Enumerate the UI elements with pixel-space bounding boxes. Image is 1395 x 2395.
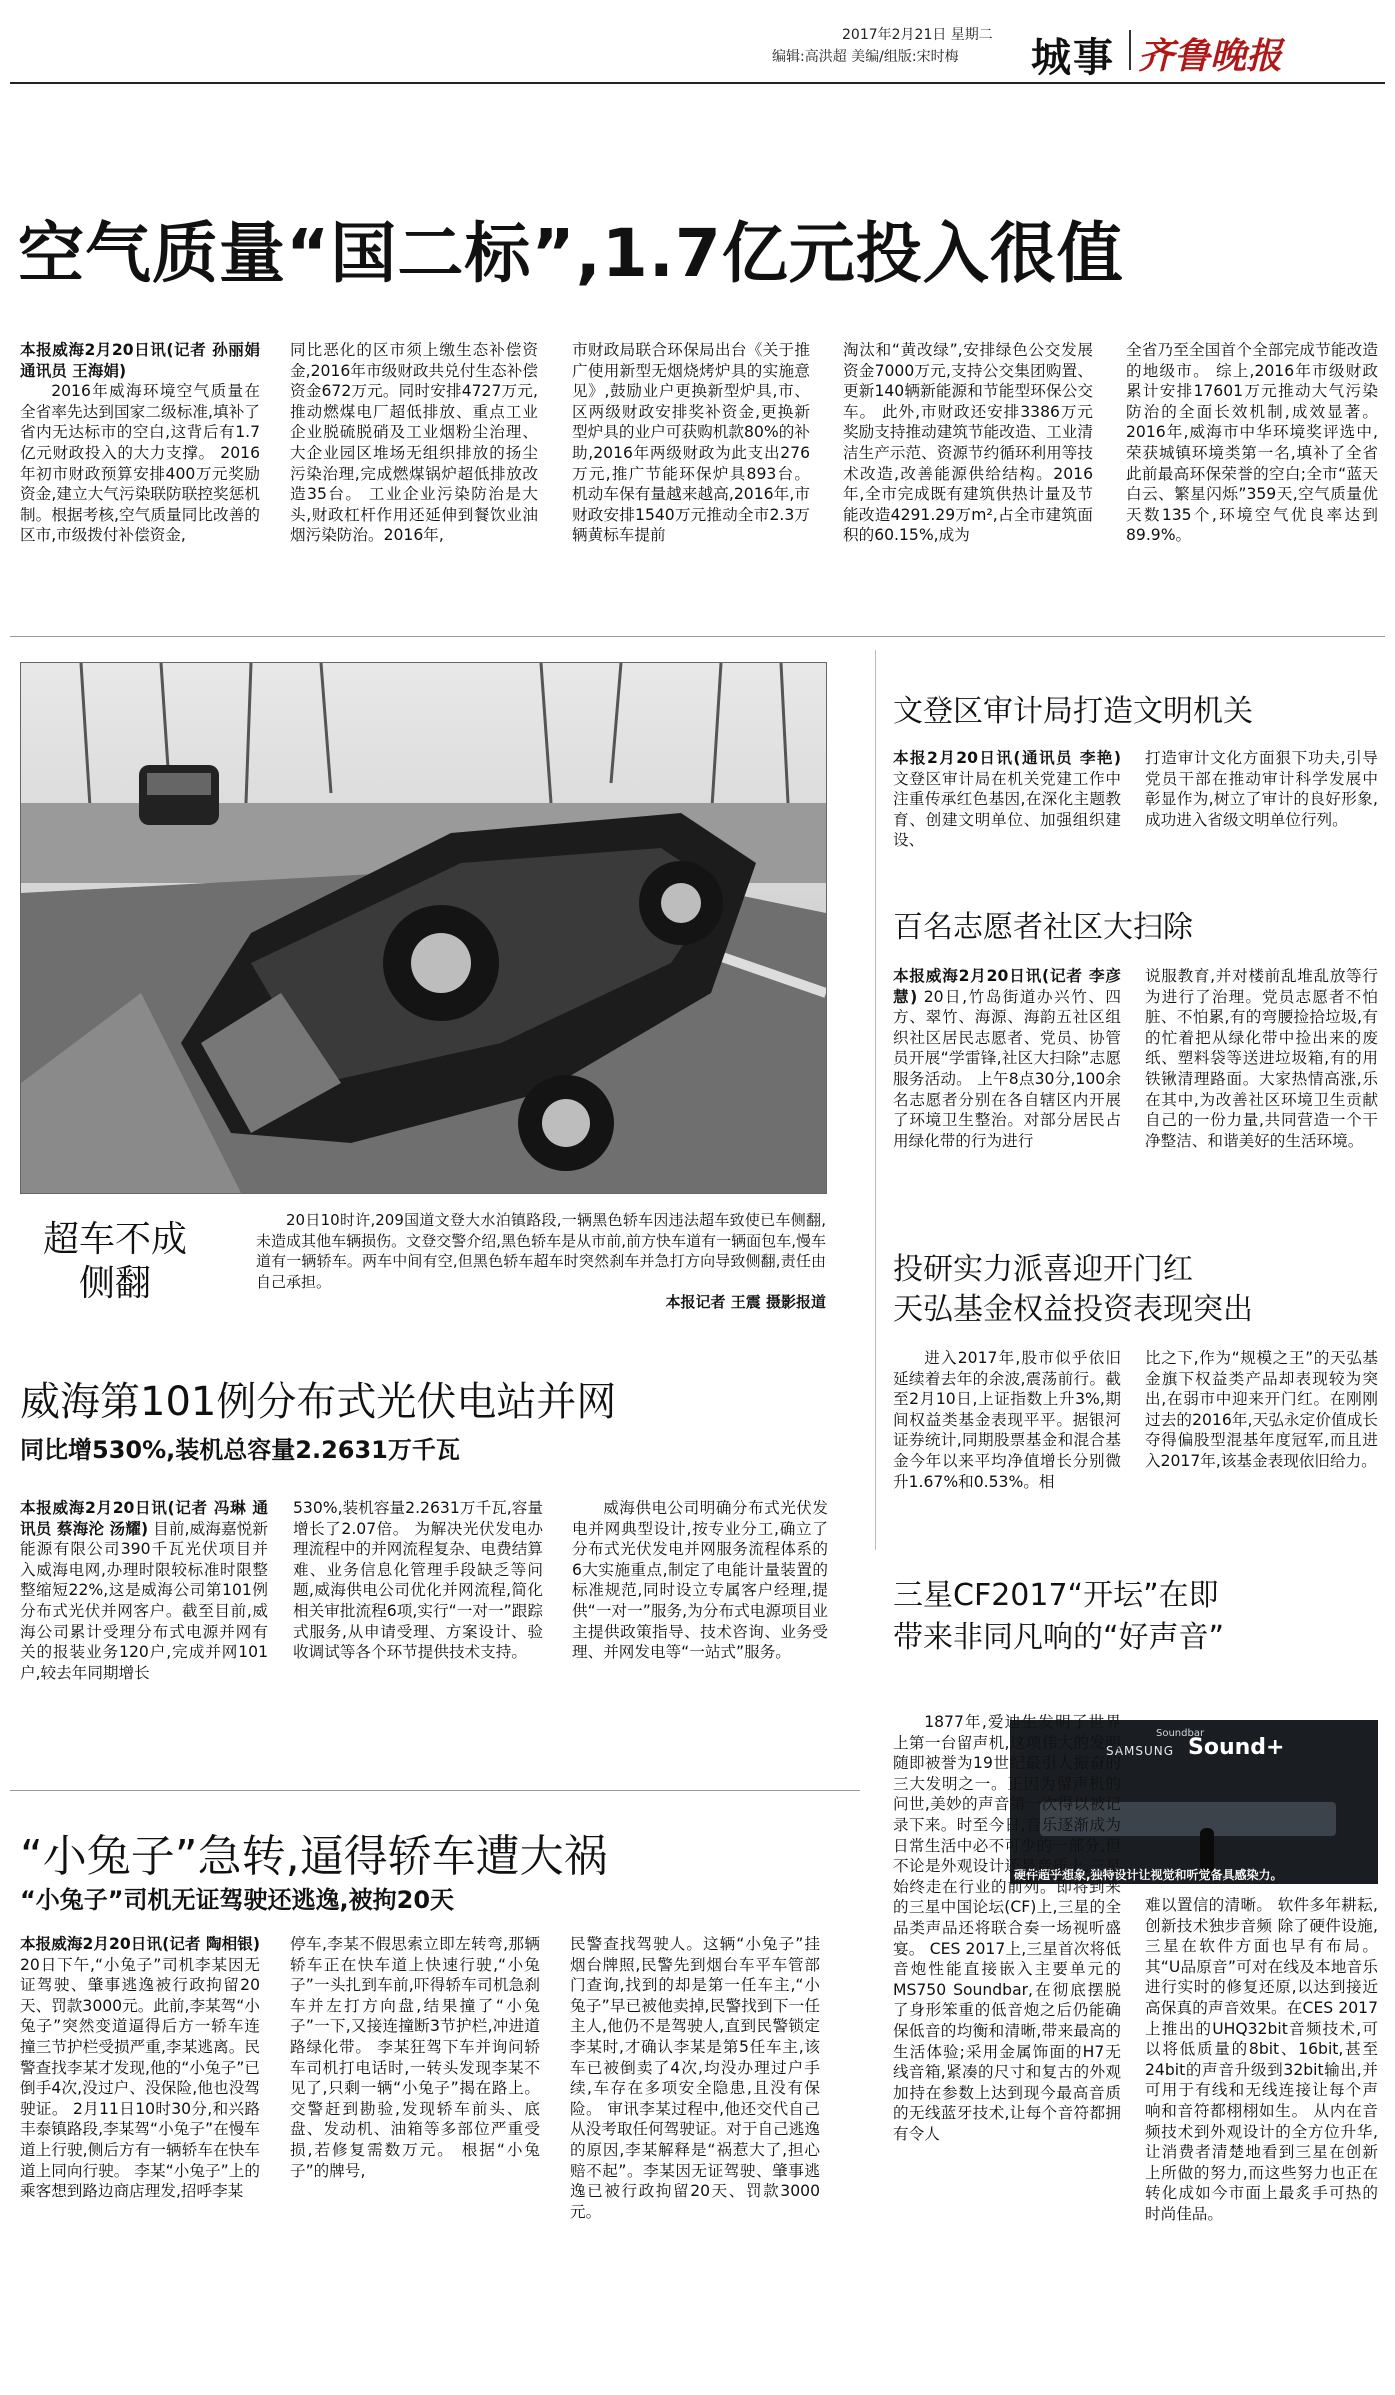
photo-story-headline-line1: 超车不成 [42, 1219, 187, 1260]
story1-col5 [1126, 340, 1378, 620]
story4-col2 [1145, 1348, 1378, 1518]
story7-col3-text: 民警查找驾驶人。这辆“小兔子”挂烟台牌照,民警先到烟台车平车管部门查询,找到的却是第一任车主,“小兔子”早已被他卖掉,民警找到下一任主人,他仍不是驾驶人,直到民警锁定李某时,才确认李某是第5任车主,该车已被倒卖了4次,均没办理过户手续,车存在多项安全隐患,且没有保险。 审讯李某过程中,他还交代自己从没考取任何驾驶证。对于自己逃逸的原因,李某解释是“祸惹大了,担心赔不起”。李某因无证驾驶、肇事逃逸已被行政拘留20天、罚款3000元。 [570, 1935, 820, 2221]
samsung-label: SAMSUNG [1106, 1744, 1175, 1758]
story6-headline-line1: 三星CF2017“开坛”在即 [893, 1578, 1219, 1613]
story7-col1-text: 20日下午,“小兔子”司机李某因无证驾驶、肇事逃逸被行政拘留20天、罚款3000元。此前,李某驾“小兔子”突然变道逼得后方一轿车连撞三节护栏受损严重,李某逃离。民警查找李某才发现,他的“小兔子”已倒手4次,没过户、没保险,他也没驾驶证。 2月11日10时30分,和兴路丰泰镇路段,李某驾“小兔子”在慢车道上行驶,侧后方有一辆轿车在快车道上同向行驶。 李某“小兔子”上的乘客想到路边商店理发,招呼李某 [20, 1955, 260, 2201]
story3-byline: 本报威海2月20日讯(记者 李彦慧) [893, 967, 1121, 1006]
story1-col3 [572, 340, 810, 620]
story1-col4-text: 淘汰和“黄改绿”,安排绿色公交发展资金7000万元,支持公交集团购置、更新140辆新能源和节能型环保公交车。 此外,市财政还安排3386万元奖励支持推动建筑节能改造、工业清洁生产示范、资源节约循环利用等技术改造,改善能源供给结构。2016年,全市完成既有建筑供热计量及节能改造4291.29万m²,占全市建筑面积的60.15%,成为 [843, 341, 1093, 545]
story2-col1-text: 文登区审计局在机关党建工作中注重传承红色基因,在深化主题教育、创建文明单位、加强组织建设、 [893, 769, 1121, 850]
story1-col2 [290, 340, 538, 620]
story1-headline: 空气质量“国二标”,1.7亿元投入很值 [18, 215, 1124, 292]
story1-col2-text: 同比恶化的区市须上缴生态补偿资金,2016年市级财政共兑付生态补偿资金672万元。同时安排4727万元,推动燃煤电厂超低排放、重点工业企业脱硫脱硝及工业烟粉尘治理、大企业园区堆场无组织排放的扬尘污染治理,完成燃煤锅炉超低排放改造35台。 工业企业污染防治是大头,财政杠杆作用还延伸到餐饮业油烟污染防治。2016年, [290, 341, 538, 545]
soundbar-brand-label: Soundbar [1156, 1728, 1205, 1739]
photo-credit: 本报记者 王震 摄影报道 [665, 1293, 826, 1311]
story2-col2-text: 打造审计文化方面狠下功夫,引导党员干部在推动审计科学发展中彰显作为,树立了审计的良好形象,成功进入省级文明单位行列。 [1145, 749, 1378, 829]
story6-headline-line2: 带来非同凡响的“好声音” [893, 1620, 1225, 1655]
story5-subhead: 同比增530%,装机总容量2.2631万千瓦 [20, 1436, 460, 1464]
story1-col3-text: 市财政局联合环保局出台《关于推广使用新型无烟烧烤炉具的实施意见》,鼓励业户更换新型炉具,市、区两级财政安排奖补资金,更换新型炉具的业户可获购机款80%的补助,2016年两级财政为此支出276万元,推广节能环保炉具893台。 机动车保有量越来越高,2016年,市财政安排1540万元推动全市2.3万辆黄标车提前 [572, 341, 810, 545]
story2-headline: 文登区审计局打造文明机关 [893, 694, 1253, 729]
story6-headline [893, 1575, 1224, 1659]
story4-headline-line1: 投研实力派喜迎开门红 [893, 1252, 1193, 1287]
overturned-car-photo [20, 662, 827, 1194]
story3-col1 [893, 966, 1121, 1216]
header-divider [1129, 30, 1131, 70]
story1-byline: 本报威海2月20日讯(记者 孙丽娟 通讯员 王海娟) [20, 341, 260, 380]
story7-headline: “小兔子”急转,逼得轿车遭大祸 [20, 1831, 608, 1882]
rule-after-story1 [10, 636, 1385, 637]
photo-caption-text: 20日10时许,209国道文登大水泊镇路段,一辆黑色轿车因违法超车致使已车侧翻,未造成其他车辆损伤。文登交警介绍,黑色轿车是从市前,前方快车道有一辆面包车,慢车道有一辆轿车。两车中间有空,但黑色轿车超车时突然刹车并急打方向导致侧翻,责任由自己承担。 [256, 1211, 826, 1291]
soundbar-photo-caption: 硬件超乎想象,独特设计让视觉和听觉备具感染力。 [1014, 1868, 1283, 1882]
story3-headline: 百名志愿者社区大扫除 [893, 910, 1193, 945]
overturned-car-illustration [21, 663, 826, 1193]
story2-col1 [893, 748, 1121, 888]
story5-col3 [572, 1498, 828, 1768]
story6-col2-text: 难以置信的清晰。 软件多年耕耘,创新技术独步音频 除了硬件设施,三星在软件方面也早有布局。其“U品原音”可对在线及本地音乐进行实时的修复还原,以达到接近高保真的声音效果。在CES 2017上推出的UHQ32bit音频技术,可以将低质量的8bit、16bit,甚至24bit的声音升级到32bit输出,并可用于有线和无线连接让每个声响和音符都栩栩如生。 从内在音频技术到外观设计的全方位升华,让消费者清楚地看到三星在创新上所做的努力,而这些努力也正在转化成如今市面上最炙手可热的时尚佳品。 [1145, 1896, 1378, 2223]
story5-col2-text: 530%,装机容量2.2631万千瓦,容量增长了2.07倍。 为解决光伏发电办理流程中的并网流程复杂、电费结算难、业务信息化管理手段缺乏等问题,威海供电公司优化并网流程,简化相关审批流程6项,实行“一对一”跟踪式服务,从申请受理、方案设计、验收调试等各个环节提供技术支持。 [293, 1499, 543, 1662]
story4-headline-line2: 天弘基金权益投资表现突出 [893, 1292, 1253, 1327]
story6-col1 [893, 1712, 1121, 2387]
photo-story-headline-line2: 侧翻 [78, 1263, 151, 1304]
story2-col2 [1145, 748, 1378, 888]
story7-col2-text: 停车,李某不假思索立即左转弯,那辆轿车正在快车道上快速行驶,“小兔子”一头扎到车前,吓得轿车司机急刹车并左打方向盘,结果撞了“小兔子”一下,又接连撞断3节护栏,冲进道路绿化带。 李某狂驾下车并询问轿车司机打电话时,一转头发现李某不见了,只剩一辆“小兔子”揭在路上。 交警赶到勘验,发现轿车前头、底盘、发动机、油箱等多部位严重受损,若修复需数万元。 根据“小兔子”的牌号, [290, 1935, 540, 2180]
story1-col1 [20, 340, 260, 620]
story7-col2 [290, 1934, 540, 2389]
story4-col1-text: 进入2017年,股市似乎依旧延续着去年的余波,震荡前行。截至2月10日,上证指数上升3%,期间权益类基金表现平平。据银河证券统计,同期股票基金和混合基金今年以来平均净值增长分别微升1.67%和0.53%。相 [893, 1349, 1121, 1491]
photo-story-headline [40, 1218, 190, 1306]
story6-col1-text: 1877年,爱迪生发明了世界上第一台留声机,这项伟大的发明随即被誉为19世纪最引人振奋的三大发明之一。正因为留声机的问世,美妙的声音第一次得以被记录下来。时至今日,音乐逐渐成为日常生活中必不可少的一部分,但不论是外观设计还是音质上,三星始终走在行业的前列。即将到来的三星中国论坛(CF)上,三星的全品类声品还将联合奏一场视听盛宴。 CES 2017上,三星首次将低音炮性能直接嵌入主要单元的MS750 Soundbar,在彻底摆脱了身形笨重的低音炮之后仍能确保低音的均衡和清晰,带来最高的生活体验;采用金属饰面的H7无线音箱,紧凑的尺寸和复古的外观加持在参数上达到现今最高音质的无线蓝牙技术,让每个音符都拥有令人 [893, 1713, 1121, 2143]
story5-col3-text: 威海供电公司明确分布式光伏发电并网典型设计,按专业分工,确立了分布式光伏发电并网服务流程体系的6大实施重点,制定了电能计量装置的标准规范,同时设立专属客户经理,提供“一对一”服务,为分布式电源项目业主提供政策指导、技术咨询、业务受理、并网发电等“一站式”服务。 [572, 1499, 828, 1662]
story5-col1 [20, 1498, 268, 1768]
story4-col1 [893, 1348, 1121, 1518]
story3-col2-text: 说服教育,并对楼前乱堆乱放等行为进行了治理。党员志愿者不怕脏、不怕累,有的弯腰捡拾垃圾,有的忙着把从绿化带中捡出来的废纸、塑料袋等送进垃圾箱,有的用铁锹清理路面。大家热情高涨,乐在其中,为改善社区环境卫生贡献自己的一份力量,共同营造一个干净整洁、和谐美好的生活环境。 [1145, 967, 1378, 1150]
rule-after-story5 [10, 1790, 860, 1791]
story1-col5-text: 全省乃至全国首个全部完成节能改造的地级市。 综上,2016年市级财政累计安排17601万元推动大气污染防治的全面长效机制,成效显著。2016年,威海市中华环境奖评选中,荣获城镇环境类第一名,填补了全省此前最高环保荣誉的空白;全市“蓝天白云、繁星闪烁”359天,空气质量优天数135个,环境空气优良率达到89.9%。 [1126, 341, 1378, 545]
story5-headline: 威海第101例分布式光伏电站并网 [20, 1379, 617, 1425]
story5-col2 [293, 1498, 543, 1768]
story4-headline [893, 1250, 1253, 1330]
story6-col2 [1145, 1895, 1378, 2387]
sound-plus-label: Sound+ [1188, 1735, 1285, 1760]
story7-col3 [570, 1934, 820, 2389]
story1-col1-text: 2016年威海环境空气质量在全省率先达到国家二级标准,填补了省内无达标市的空白,这背后有1.7亿元财政投入的大力支撑。 2016年初市财政预算安排400万元奖励资金,建立大气污染联防联控奖惩机制。根据考核,空气质量同比改善的区市,市级拨付补偿资金, [20, 382, 260, 545]
issue-date: 2017年2月21日 星期二 [842, 27, 993, 43]
story7-col1 [20, 1934, 260, 2389]
header-rule [10, 82, 1385, 84]
story5-byline: 本报威海2月20日讯(记者 冯琳 通讯员 蔡海沦 汤耀) [20, 1499, 268, 1538]
editor-credits: 编辑:高洪超 美编/组版:宋时梅 [772, 49, 959, 65]
story7-subhead: “小兔子”司机无证驾驶还逃逸,被拘20天 [20, 1886, 455, 1914]
story3-col2 [1145, 966, 1378, 1216]
story3-col1-text: 20日,竹岛街道办兴竹、四方、翠竹、海源、海韵五社区组织社区居民志愿者、党员、协管员开展“学雷锋,社区大扫除”志愿服务活动。 上午8点30分,100余名志愿者分别在各自辖区内开展了环境卫生整治。对部分居民占用绿化带的行为进行 [893, 987, 1121, 1150]
photo-caption [256, 1210, 826, 1313]
newspaper-logo: 齐鲁晚报 [1138, 35, 1283, 77]
story4-col2-text: 比之下,作为“规模之王”的天弘基金旗下权益类产品却表现较为突出,在弱市中迎来开门红。在刚刚过去的2016年,天弘永定价值成长夺得偏股型混基年度冠军,而且进入2017年,该基金表现依旧给力。 [1145, 1349, 1378, 1470]
section-name: 城事 [1031, 35, 1115, 81]
story5-col1-text: 目前,威海嘉悦新能源有限公司390千瓦光伏项目并入威海电网,办理时限较标准时限整整缩短22%,这是威海公司第101例分布式光伏并网客户。截至目前,威海公司累计受理分布式电源并网有关的报装业务120户,完成并网101户,较去年同期增长 [20, 1519, 268, 1682]
story7-byline: 本报威海2月20日讯(记者 陶相银) [20, 1935, 260, 1953]
story1-col4 [843, 340, 1093, 620]
vertical-rule-right [875, 650, 876, 1550]
story2-byline: 本报2月20日讯(通讯员 李艳) [893, 749, 1121, 767]
